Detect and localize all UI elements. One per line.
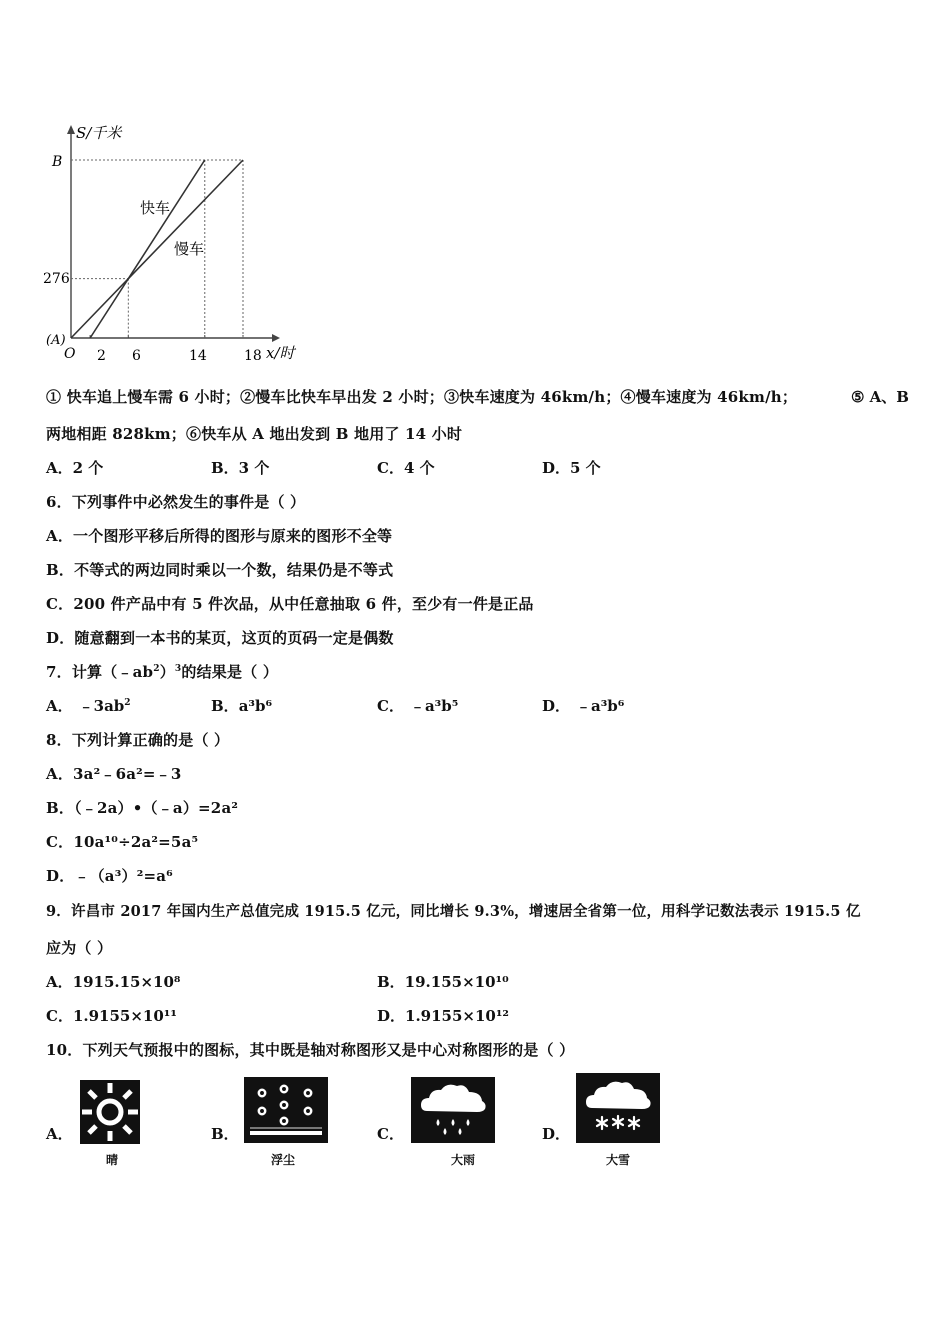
q7-option-b[interactable] (211, 695, 272, 716)
q8-option-b[interactable]: B．（﹣2a）•（﹣a）=2a² (46, 799, 239, 817)
x-tick-6: 6 (132, 348, 141, 364)
heavy-rain-icon (411, 1077, 495, 1143)
sun-icon (80, 1080, 140, 1144)
q7-stem-sup1: 2 (153, 664, 160, 674)
slow-car-line (71, 160, 243, 338)
q5-statements: ① 快车追上慢车需 6 小时；②慢车比快车早出发 2 小时；③快车速度为 46km/h；④慢车速度为 46km/h； (46, 388, 798, 406)
q10-caption-d: 大雪 (606, 1153, 631, 1167)
y-tick-B: B (52, 154, 63, 170)
q9-option-d[interactable]: D．1.9155×10¹² (377, 1007, 509, 1025)
q7-option-d-value: ﹣a³b⁶ (576, 697, 625, 715)
q7-option-c-value: ﹣a³b⁵ (409, 697, 459, 715)
q7-stem-part-a: 7．计算（﹣ab (46, 663, 154, 681)
q6-option-d[interactable]: D．随意翻到一本书的某页，这页的页码一定是偶数 (46, 629, 394, 647)
q5-statement-line1 (46, 386, 797, 407)
y-tick-A: (A) (46, 333, 66, 348)
q7-option-b-label: B． (211, 697, 239, 715)
slow-car-label: 慢车 (174, 240, 205, 258)
q6-option-a[interactable]: A．一个图形平移后所得的图形与原来的图形不全等 (46, 527, 393, 545)
q8-option-a[interactable]: A．3a²﹣6a²=﹣3 (46, 765, 182, 783)
q10-caption-c: 大雨 (451, 1153, 476, 1167)
x-axis-label: x/时 (266, 344, 295, 362)
q8-option-c[interactable]: C．10a¹⁰÷2a²=5a⁵ (46, 833, 199, 851)
q5-option-a[interactable]: A．2 个 (46, 459, 104, 477)
q10-caption-a: 晴 (106, 1153, 119, 1167)
q7-option-c[interactable] (377, 695, 458, 716)
q9-option-a[interactable]: A．1915.15×10⁸ (46, 973, 181, 991)
q7-option-d-label: D． (542, 697, 571, 715)
y-axis-arrow (67, 125, 75, 134)
q6-option-b[interactable]: B．不等式的两边同时乘以一个数，结果仍是不等式 (46, 561, 394, 579)
q9-option-b[interactable]: B．19.155×10¹⁰ (377, 973, 509, 991)
q7-stem (46, 661, 278, 682)
q8-option-d[interactable]: D．﹣（a³）²=a⁶ (46, 867, 173, 885)
q6-stem: 6．下列事件中必然发生的事件是（ ） (46, 493, 306, 511)
q5-option-c[interactable]: C．4 个 (377, 459, 435, 477)
q5-statement-tail: ⑤ A、B (851, 388, 909, 406)
q9-stem-line1: 9．许昌市 2017 年国内生产总值完成 1915.5 亿元，同比增长 9.3%，增速居全省第一位，用科学记数法表示 1915.5 亿 (46, 903, 861, 920)
q7-stem-part-b: ） (159, 663, 175, 681)
q5-option-b[interactable]: B．3 个 (211, 459, 270, 477)
dust-icon (244, 1077, 328, 1143)
distance-time-graph (40, 112, 310, 374)
q10-option-d-label[interactable]: D． (542, 1125, 571, 1143)
x-axis-arrow (272, 334, 280, 342)
q7-option-a-base: ﹣3ab (78, 697, 125, 715)
q7-option-d[interactable] (542, 695, 624, 716)
q8-stem: 8．下列计算正确的是（ ） (46, 731, 230, 749)
q10-option-c-label[interactable]: C． (377, 1125, 404, 1143)
origin-label: O (64, 346, 76, 362)
q10-stem: 10．下列天气预报中的图标，其中既是轴对称图形又是中心对称图形的是（ ） (46, 1041, 575, 1059)
q7-option-a-label: A． (46, 697, 73, 715)
q10-option-b-label[interactable]: B． (211, 1125, 239, 1143)
x-tick-18: 18 (244, 348, 262, 364)
q10-option-a-label[interactable]: A． (46, 1125, 73, 1143)
q7-option-a-sup: 2 (124, 698, 131, 708)
q7-stem-sup2: 3 (174, 664, 182, 674)
heavy-snow-icon (576, 1073, 660, 1143)
y-axis-label: S/千米 (76, 124, 122, 142)
fast-car-label: 快车 (140, 199, 171, 217)
q5-option-d[interactable]: D．5 个 (542, 459, 601, 477)
q9-stem-line2: 应为（ ） (46, 939, 113, 957)
q5-statement-line2: 两地相距 828km；⑥快车从 A 地出发到 B 地用了 14 小时 (46, 425, 463, 443)
q9-option-c[interactable]: C．1.9155×10¹¹ (46, 1007, 177, 1025)
graph-marks (71, 160, 243, 338)
x-tick-2: 2 (97, 348, 106, 364)
x-tick-14: 14 (189, 348, 207, 364)
q10-caption-b: 浮尘 (271, 1153, 296, 1167)
q7-option-c-label: C． (377, 697, 404, 715)
q7-option-b-value: a³b⁶ (238, 697, 273, 715)
q7-stem-part-c: 的结果是（ ） (181, 663, 279, 681)
q6-option-c[interactable]: C．200 件产品中有 5 件次品，从中任意抽取 6 件，至少有一件是正品 (46, 595, 534, 613)
y-tick-276: 276 (43, 271, 70, 287)
q7-option-a[interactable] (46, 695, 131, 716)
